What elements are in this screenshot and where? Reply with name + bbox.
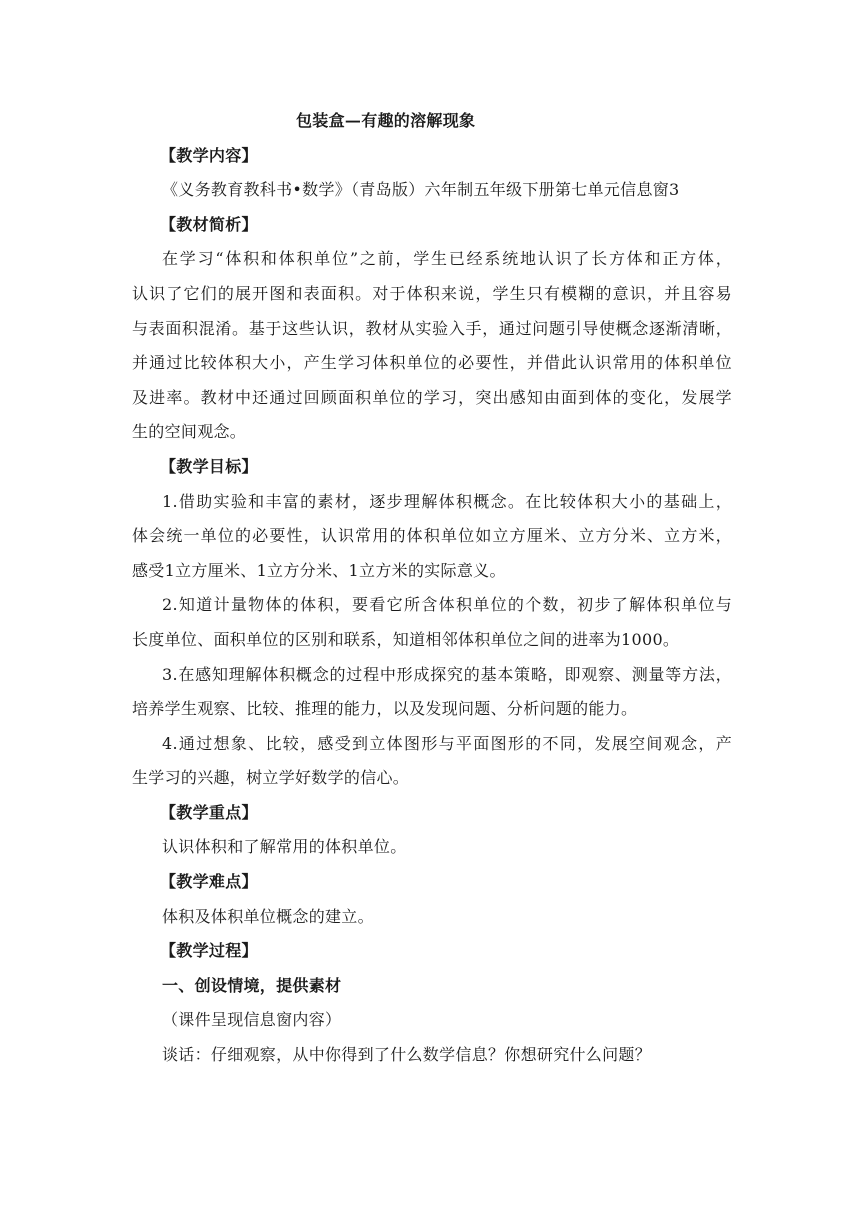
analysis-line: 与表面积混淆。基于这些认识，教材从实验入手，通过问题引导使概念逐渐清晰， <box>132 318 732 338</box>
analysis-line: 及进率。教材中还通过回顾面积单位的学习，突出感知由面到体的变化，发展学 <box>132 387 732 407</box>
content-text: 《义务教育教科书•数学》（青岛版）六年制五年级下册第七单元信息窗3 <box>162 180 680 200</box>
difficulty-text: 体积及体积单位概念的建立。 <box>162 906 374 926</box>
section1-talk: 谈话：仔细观察，从中你得到了什么数学信息？你想研究什么问题？ <box>162 1045 652 1065</box>
goal-line: 2.知道计量物体的体积，要看它所含体积单位的个数，初步了解体积单位与 <box>162 595 732 615</box>
difficulty-heading: 【教学难点】 <box>160 872 258 892</box>
document-page <box>132 104 732 1073</box>
analysis-heading: 【教材简析】 <box>160 214 258 234</box>
goal-line: 4.通过想象、比较，感受到立体图形与平面图形的不同，发展空间观念，产 <box>162 733 732 753</box>
process-heading: 【教学过程】 <box>160 941 258 961</box>
content-heading: 【教学内容】 <box>160 145 258 165</box>
goals-heading: 【教学目标】 <box>160 456 258 476</box>
section1-note: （课件呈现信息窗内容） <box>162 1010 342 1030</box>
analysis-line: 生的空间观念。 <box>132 422 247 442</box>
goal-line: 3.在感知理解体积概念的过程中形成探究的基本策略，即观察、测量等方法， <box>162 664 732 684</box>
goal-line: 培养学生观察、比较、推理的能力，以及发现问题、分析问题的能力。 <box>132 699 638 719</box>
section1-heading: 一、创设情境，提供素材 <box>162 975 342 995</box>
analysis-line: 并通过比较体积大小，产生学习体积单位的必要性，并借此认识常用的体积单位 <box>132 353 732 373</box>
key-text: 认识体积和了解常用的体积单位。 <box>162 837 407 857</box>
analysis-line: 在学习“体积和体积单位”之前，学生已经系统地认识了长方体和正方体， <box>162 249 732 269</box>
goal-line: 1.借助实验和丰富的素材，逐步理解体积概念。在比较体积大小的基础上， <box>162 491 732 511</box>
goal-line: 感受1立方厘米、1立方分米、1立方米的实际意义。 <box>132 560 506 580</box>
goal-line: 体会统一单位的必要性，认识常用的体积单位如立方厘米、立方分米、立方米， <box>132 526 732 546</box>
analysis-line: 认识了它们的展开图和表面积。对于体积来说，学生只有模糊的意识，并且容易 <box>132 283 732 303</box>
goal-line: 生学习的兴趣，树立学好数学的信心。 <box>132 768 410 788</box>
key-heading: 【教学重点】 <box>160 802 258 822</box>
document-title: 包装盒—有趣的溶解现象 <box>296 111 476 130</box>
goal-line: 长度单位、面积单位的区别和联系，知道相邻体积单位之间的进率为1000。 <box>132 629 680 649</box>
